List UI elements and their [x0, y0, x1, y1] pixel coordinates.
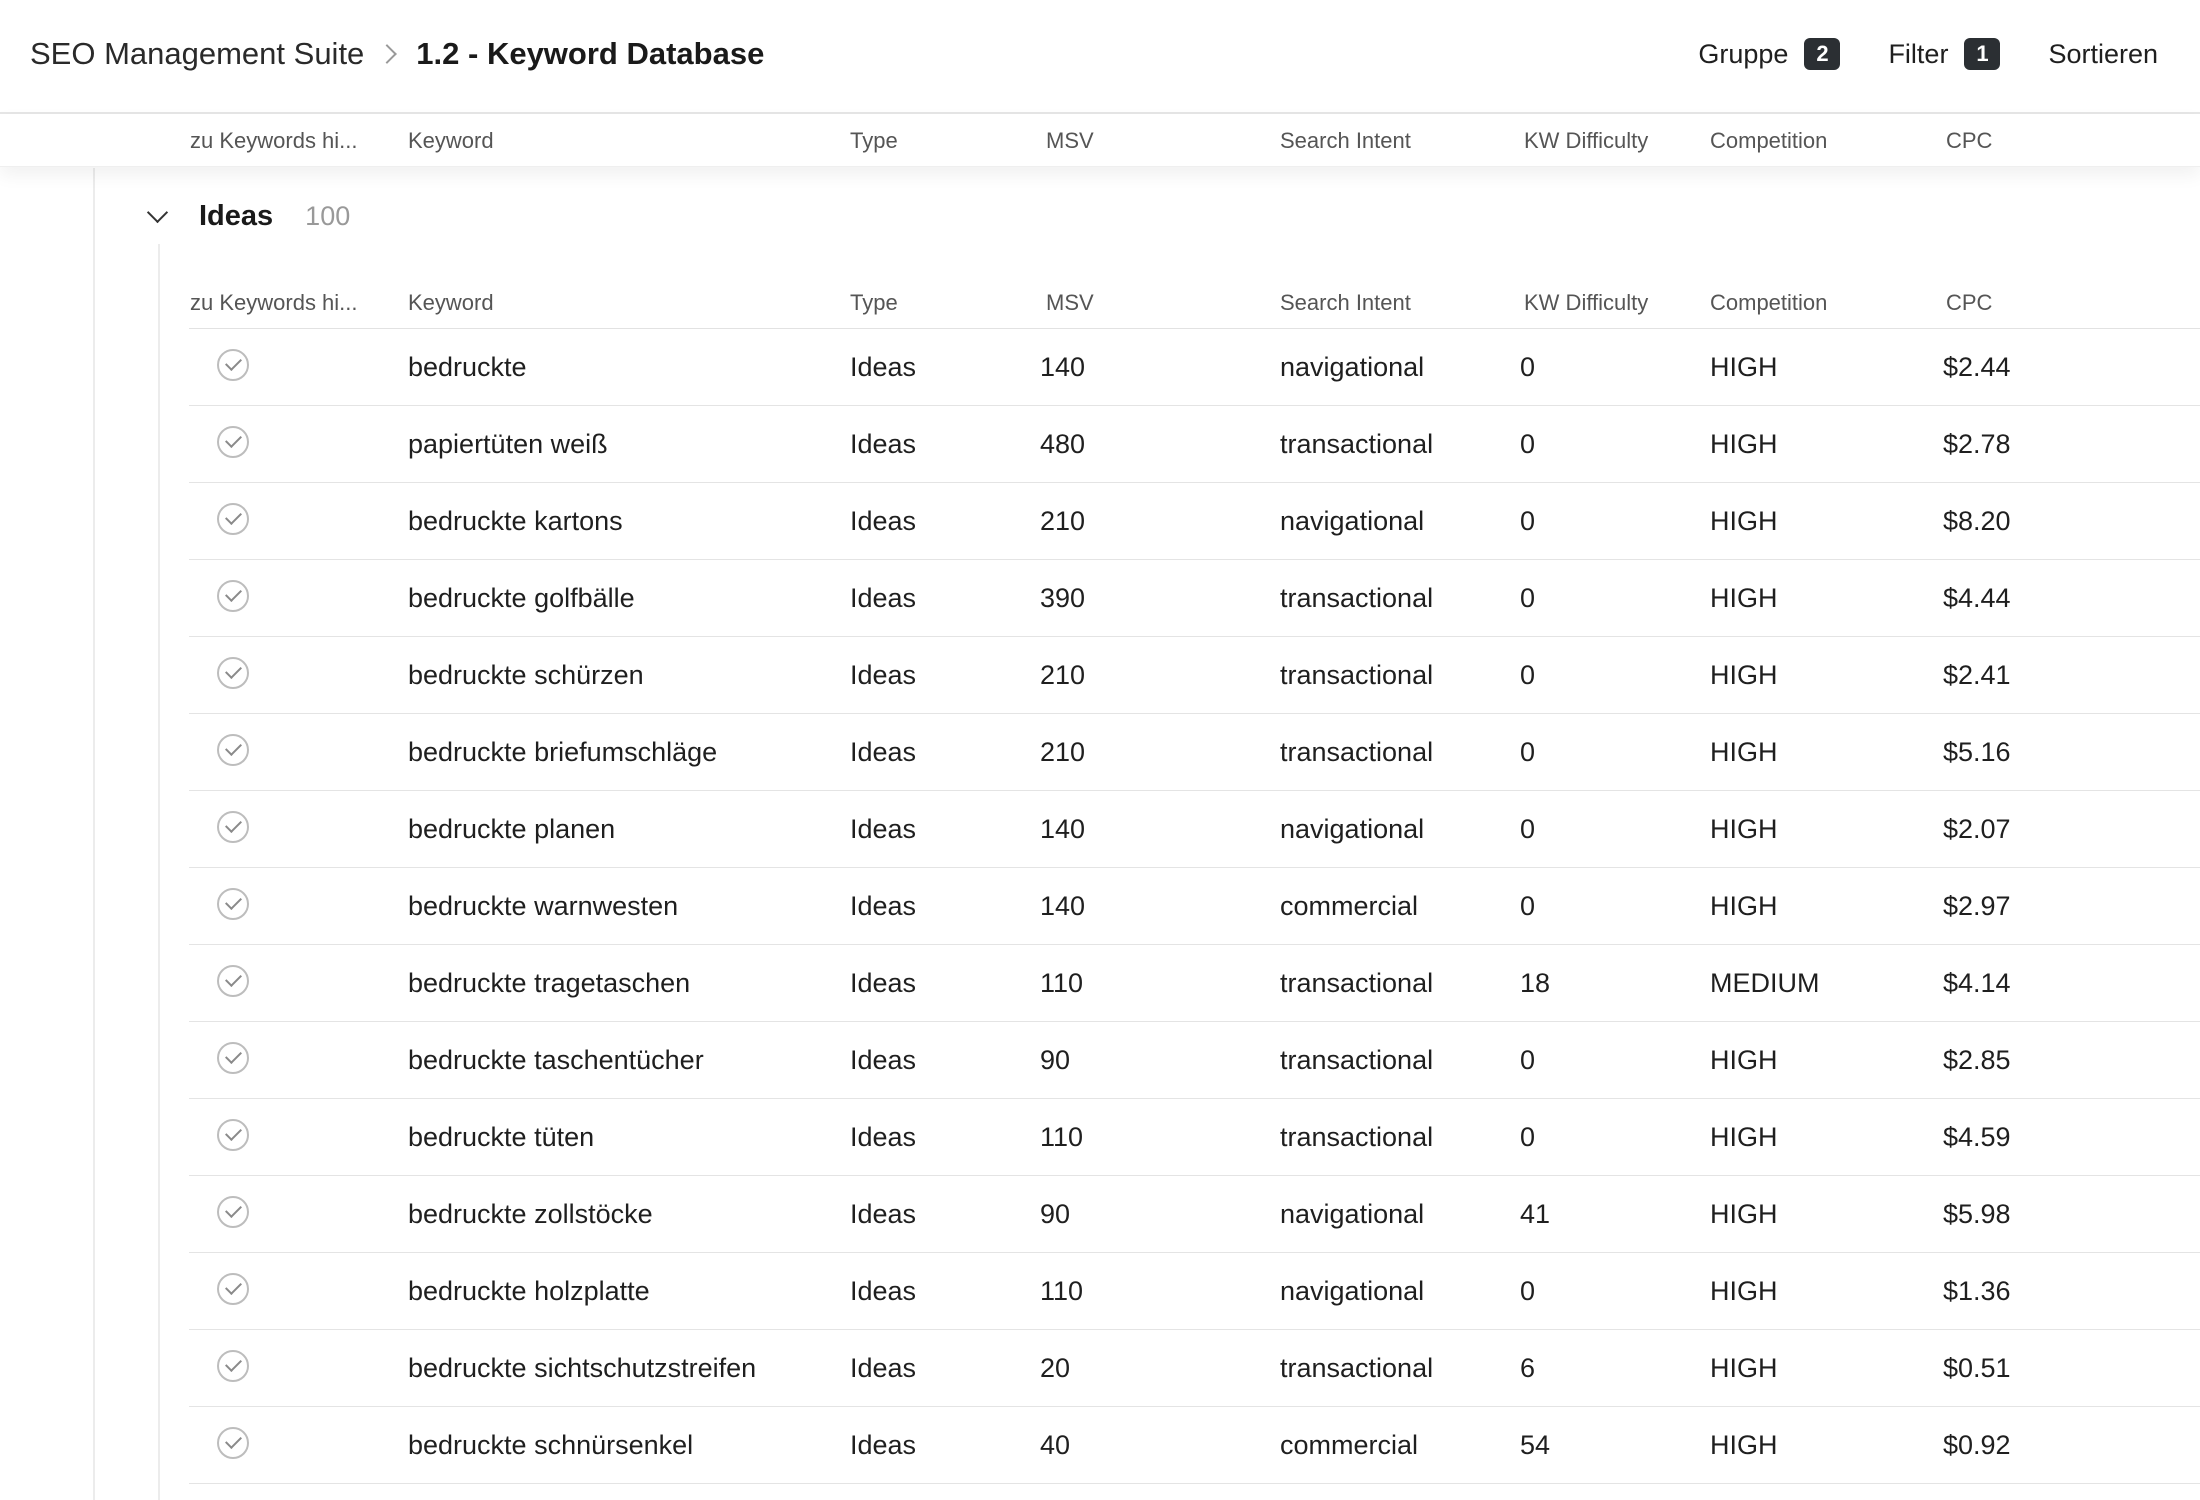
cell-keyword: bedruckte zollstöcke — [408, 1199, 653, 1229]
cell-keyword: bedruckte schnürsenkel — [408, 1430, 694, 1460]
cell-cpc: $0.51 — [1943, 1353, 2011, 1383]
cell-keyword: papiertüten weiß — [408, 429, 608, 459]
column-header-msv[interactable]: MSV — [1046, 290, 1094, 315]
cell-competition: MEDIUM — [1710, 968, 1820, 998]
cell-msv: 390 — [1040, 583, 1086, 613]
cell-difficulty: 41 — [1520, 1199, 1551, 1229]
keyword-table-body — [0, 329, 2200, 1484]
cell-difficulty: 0 — [1520, 814, 1536, 844]
cell-competition: HIGH — [1710, 352, 1778, 382]
sort-button[interactable] — [2048, 39, 2158, 70]
cell-difficulty: 0 — [1520, 506, 1536, 536]
group-button-label: Gruppe — [1698, 38, 1789, 69]
cell-competition: HIGH — [1710, 1199, 1778, 1229]
cell-difficulty: 18 — [1520, 968, 1551, 998]
cell-msv: 140 — [1040, 814, 1086, 844]
header-actions — [1650, 30, 2158, 78]
column-header-intent[interactable]: Search Intent — [1280, 290, 1411, 315]
cell-msv: 40 — [1040, 1430, 1071, 1460]
column-header-type[interactable]: Type — [850, 128, 898, 153]
group-column-header — [0, 276, 2200, 328]
cell-difficulty: 0 — [1520, 352, 1536, 382]
cell-msv: 140 — [1040, 891, 1086, 921]
cell-competition: HIGH — [1710, 891, 1778, 921]
cell-type: Ideas — [850, 1199, 917, 1229]
breadcrumb — [30, 30, 764, 78]
table-row[interactable] — [189, 1099, 2200, 1176]
cell-type: Ideas — [850, 891, 917, 921]
cell-msv: 210 — [1040, 660, 1086, 690]
cell-intent: transactional — [1280, 583, 1434, 613]
cell-type: Ideas — [850, 506, 917, 536]
cell-intent: transactional — [1280, 737, 1434, 767]
cell-cpc: $2.85 — [1943, 1045, 2011, 1075]
cell-competition: HIGH — [1710, 1430, 1778, 1460]
column-header-competition[interactable]: Competition — [1710, 290, 1828, 315]
cell-difficulty: 0 — [1520, 1122, 1536, 1152]
cell-keyword: bedruckte taschentücher — [408, 1045, 704, 1075]
column-header-msv[interactable]: MSV — [1046, 128, 1094, 153]
cell-intent: commercial — [1280, 1430, 1419, 1460]
group-button[interactable] — [1698, 38, 1840, 70]
cell-keyword: bedruckte schürzen — [408, 660, 644, 690]
cell-cpc: $0.92 — [1943, 1430, 2011, 1460]
cell-competition: HIGH — [1710, 1045, 1778, 1075]
cell-competition: HIGH — [1710, 1353, 1778, 1383]
cell-cpc: $4.44 — [1943, 583, 2011, 613]
table-row[interactable] — [189, 637, 2200, 714]
table-row[interactable] — [189, 560, 2200, 637]
cell-keyword: bedruckte kartons — [408, 506, 623, 536]
cell-msv: 20 — [1040, 1353, 1071, 1383]
sticky-column-header — [0, 114, 2200, 167]
cell-keyword: bedruckte briefumschläge — [408, 737, 718, 767]
cell-competition: HIGH — [1710, 583, 1778, 613]
cell-msv: 210 — [1040, 737, 1086, 767]
sort-button-label: Sortieren — [2048, 38, 2158, 69]
cell-msv: 110 — [1040, 1122, 1084, 1152]
column-header-add[interactable]: zu Keywords hi... — [190, 290, 358, 315]
cell-difficulty: 0 — [1520, 737, 1536, 767]
check-circle-icon[interactable] — [217, 580, 249, 612]
filter-count-badge: 1 — [1964, 38, 2000, 70]
cell-cpc: $8.20 — [1943, 506, 2011, 536]
table-row[interactable] — [189, 406, 2200, 483]
cell-type: Ideas — [850, 429, 917, 459]
cell-keyword: bedruckte sichtschutzstreifen — [408, 1353, 757, 1383]
table-row[interactable] — [189, 1022, 2200, 1099]
cell-cpc: $2.97 — [1943, 891, 2011, 921]
column-header-cpc[interactable]: CPC — [1946, 128, 1993, 153]
top-bar — [0, 0, 2200, 114]
cell-difficulty: 0 — [1520, 1045, 1536, 1075]
cell-difficulty: 0 — [1520, 660, 1536, 690]
check-circle-icon[interactable] — [217, 426, 249, 458]
cell-msv: 90 — [1040, 1199, 1071, 1229]
cell-type: Ideas — [850, 1045, 917, 1075]
cell-cpc: $4.59 — [1943, 1122, 2011, 1152]
cell-keyword: bedruckte holzplatte — [408, 1276, 650, 1306]
cell-msv: 90 — [1040, 1045, 1071, 1075]
cell-cpc: $1.36 — [1943, 1276, 2011, 1306]
column-header-difficulty[interactable]: KW Difficulty — [1524, 290, 1649, 315]
group-count: 100 — [305, 200, 351, 231]
cell-intent: transactional — [1280, 1122, 1434, 1152]
cell-keyword: bedruckte planen — [408, 814, 616, 844]
table-row[interactable] — [189, 1176, 2200, 1253]
check-circle-icon[interactable] — [217, 965, 249, 997]
check-circle-icon[interactable] — [217, 811, 249, 843]
table-row[interactable] — [189, 868, 2200, 945]
cell-type: Ideas — [850, 1122, 917, 1152]
cell-difficulty: 0 — [1520, 1276, 1536, 1306]
page-title: 1.2 - Keyword Database — [416, 36, 765, 71]
cell-keyword: bedruckte — [408, 352, 527, 382]
cell-competition: HIGH — [1710, 1122, 1778, 1152]
cell-cpc: $2.07 — [1943, 814, 2011, 844]
cell-type: Ideas — [850, 814, 917, 844]
cell-type: Ideas — [850, 1353, 917, 1383]
table-row[interactable] — [189, 791, 2200, 868]
column-header-competition[interactable]: Competition — [1710, 128, 1828, 153]
cell-difficulty: 0 — [1520, 891, 1536, 921]
cell-cpc: $5.98 — [1943, 1199, 2011, 1229]
cell-intent: transactional — [1280, 660, 1434, 690]
cell-type: Ideas — [850, 737, 917, 767]
cell-type: Ideas — [850, 583, 917, 613]
check-circle-icon[interactable] — [217, 1350, 249, 1382]
cell-difficulty: 6 — [1520, 1353, 1536, 1383]
cell-intent: navigational — [1280, 352, 1425, 382]
cell-type: Ideas — [850, 968, 917, 998]
cell-type: Ideas — [850, 660, 917, 690]
cell-difficulty: 54 — [1520, 1430, 1551, 1460]
cell-competition: HIGH — [1710, 429, 1778, 459]
cell-competition: HIGH — [1710, 737, 1778, 767]
cell-difficulty: 0 — [1520, 429, 1536, 459]
cell-msv: 210 — [1040, 506, 1086, 536]
check-circle-icon[interactable] — [217, 1427, 249, 1459]
table-row[interactable] — [189, 483, 2200, 560]
cell-msv: 110 — [1040, 968, 1084, 998]
cell-keyword: bedruckte tüten — [408, 1122, 595, 1152]
cell-intent: transactional — [1280, 968, 1434, 998]
check-circle-icon[interactable] — [217, 503, 249, 535]
cell-msv: 140 — [1040, 352, 1086, 382]
group-title: Ideas — [199, 199, 274, 232]
cell-intent: transactional — [1280, 1353, 1434, 1383]
cell-cpc: $5.16 — [1943, 737, 2011, 767]
check-circle-icon[interactable] — [217, 1273, 249, 1305]
check-circle-icon[interactable] — [217, 1196, 249, 1228]
chevron-down-icon[interactable] — [147, 201, 168, 222]
cell-cpc: $2.44 — [1943, 352, 2011, 382]
cell-competition: HIGH — [1710, 506, 1778, 536]
cell-intent: navigational — [1280, 1199, 1425, 1229]
table-row[interactable] — [189, 945, 2200, 1022]
cell-keyword: bedruckte warnwesten — [408, 891, 679, 921]
column-header-cpc[interactable]: CPC — [1946, 290, 1993, 315]
cell-difficulty: 0 — [1520, 583, 1536, 613]
cell-type: Ideas — [850, 1430, 917, 1460]
cell-intent: navigational — [1280, 506, 1425, 536]
cell-competition: HIGH — [1710, 660, 1778, 690]
cell-competition: HIGH — [1710, 814, 1778, 844]
cell-intent: navigational — [1280, 814, 1425, 844]
column-header-type[interactable]: Type — [850, 290, 898, 315]
check-circle-icon[interactable] — [217, 1042, 249, 1074]
check-circle-icon[interactable] — [217, 734, 249, 766]
column-header-difficulty[interactable]: KW Difficulty — [1524, 128, 1649, 153]
column-header-keyword[interactable]: Keyword — [408, 128, 494, 153]
cell-type: Ideas — [850, 352, 917, 382]
column-header-intent[interactable]: Search Intent — [1280, 128, 1411, 153]
cell-intent: navigational — [1280, 1276, 1425, 1306]
cell-cpc: $4.14 — [1943, 968, 2011, 998]
filter-button[interactable] — [1888, 38, 2000, 70]
cell-intent: transactional — [1280, 429, 1434, 459]
cell-intent: commercial — [1280, 891, 1419, 921]
cell-msv: 110 — [1040, 1276, 1084, 1306]
cell-intent: transactional — [1280, 1045, 1434, 1075]
check-circle-icon[interactable] — [217, 1119, 249, 1151]
table-row[interactable] — [189, 714, 2200, 791]
column-header-add[interactable]: zu Keywords hi... — [190, 128, 358, 153]
table-row[interactable] — [189, 1253, 2200, 1330]
filter-button-label: Filter — [1888, 38, 1949, 69]
cell-cpc: $2.78 — [1943, 429, 2011, 459]
table-row[interactable] — [189, 1330, 2200, 1407]
breadcrumb-app-link[interactable]: SEO Management Suite — [30, 36, 365, 71]
check-circle-icon[interactable] — [217, 888, 249, 920]
check-circle-icon[interactable] — [217, 657, 249, 689]
cell-keyword: bedruckte golfbälle — [408, 583, 635, 613]
cell-keyword: bedruckte tragetaschen — [408, 968, 691, 998]
cell-cpc: $2.41 — [1943, 660, 2011, 690]
chevron-right-icon — [377, 44, 397, 64]
cell-msv: 480 — [1040, 429, 1086, 459]
table-row[interactable] — [189, 329, 2200, 406]
cell-type: Ideas — [850, 1276, 917, 1306]
group-header[interactable] — [140, 196, 350, 236]
table-row[interactable] — [189, 1407, 2200, 1484]
check-circle-icon[interactable] — [217, 349, 249, 381]
group-count-badge: 2 — [1804, 38, 1840, 70]
cell-competition: HIGH — [1710, 1276, 1778, 1306]
column-header-keyword[interactable]: Keyword — [408, 290, 494, 315]
